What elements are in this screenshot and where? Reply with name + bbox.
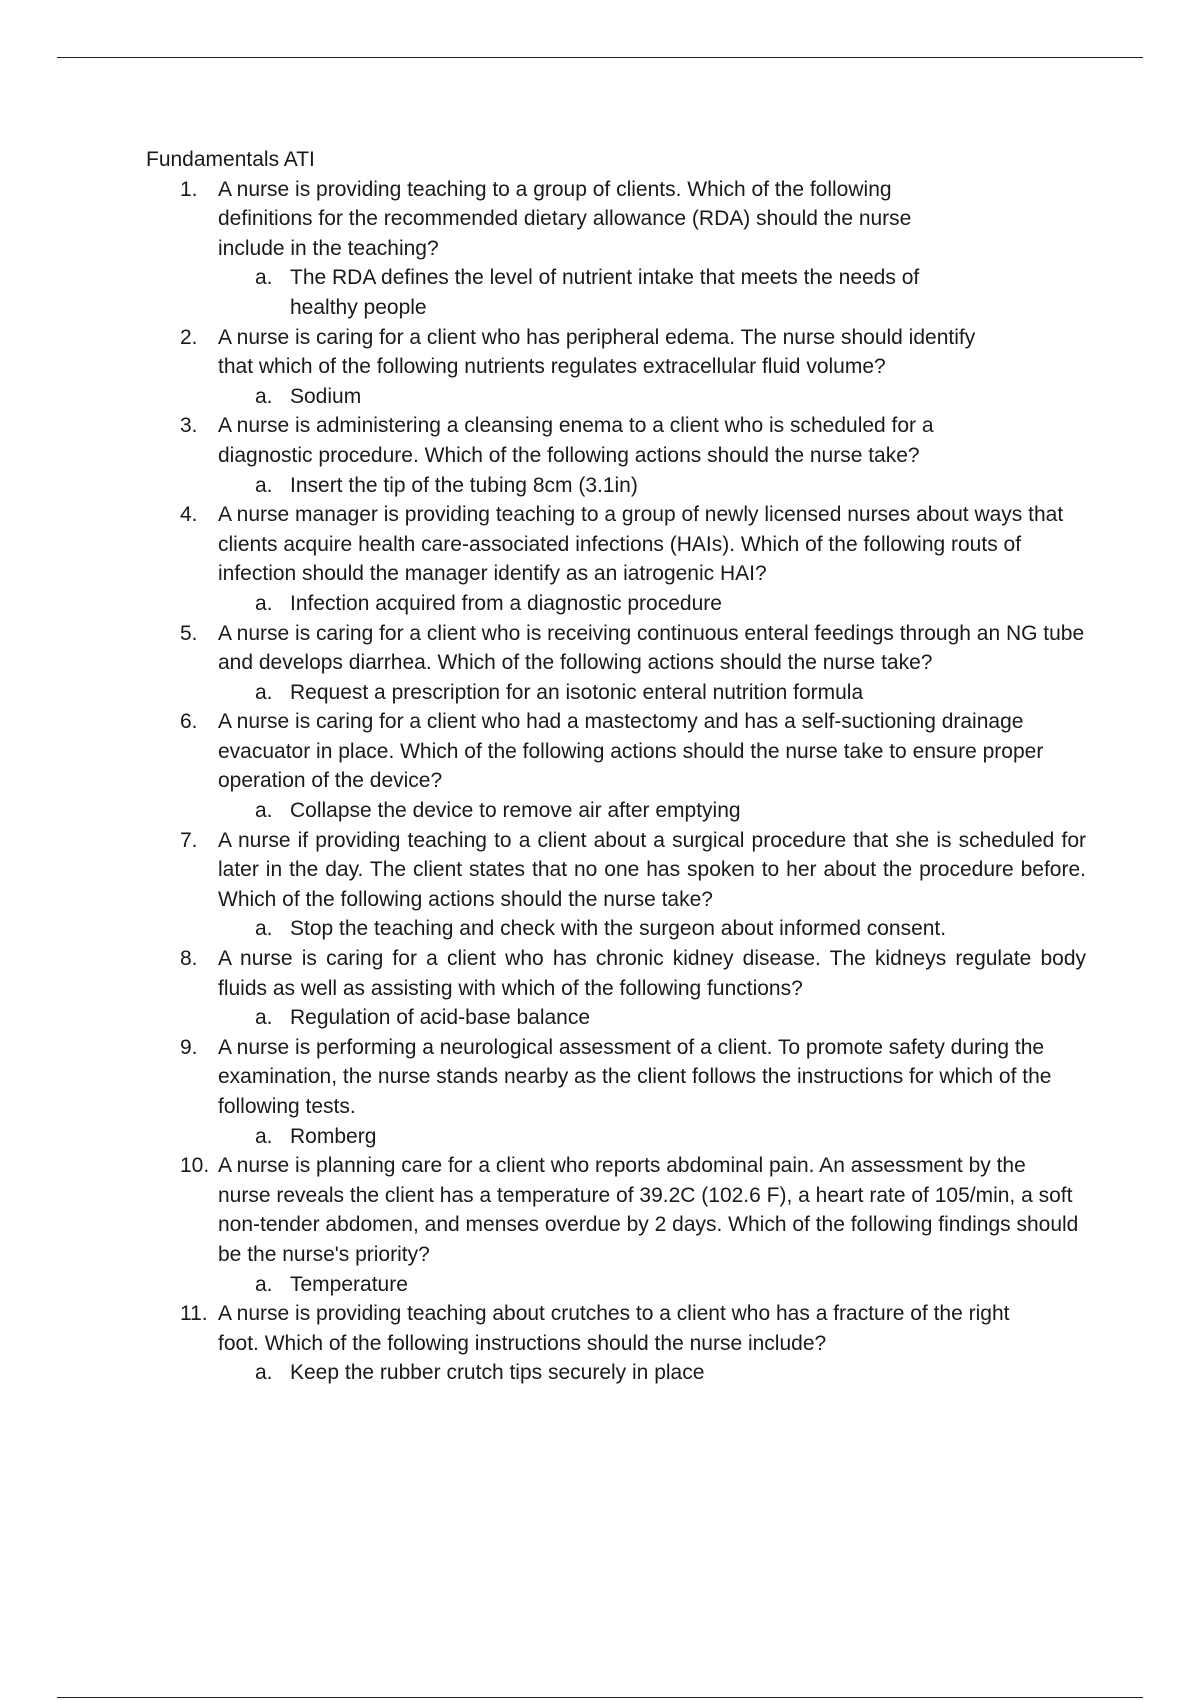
- answer-label: a.: [255, 1006, 273, 1030]
- answer-text: The RDA defines the level of nutrient intake that meets the needs of healthy people: [290, 266, 920, 319]
- question-number: 1.: [180, 177, 198, 201]
- question-text: A nurse is caring for a client who had a mastectomy and has a self-suctioning drainage evacuator in place. Which of the following actions should the nurse take to ensure proper operation of the device?: [218, 710, 1044, 793]
- answer-text: Insert the tip of the tubing 8cm (3.1in): [290, 473, 638, 497]
- answer-item: [218, 678, 1086, 708]
- question-item: [146, 175, 1086, 323]
- question-text: A nurse is providing teaching about crutches to a client who has a fracture of the right foot. Which of the following instructions should the nurse include?: [218, 1302, 1010, 1355]
- answer-label: a.: [255, 266, 273, 290]
- question-item: [146, 944, 1086, 1033]
- answer-item: [218, 589, 1086, 619]
- answer-label: a.: [255, 384, 273, 408]
- question-item: [146, 619, 1086, 708]
- question-number: 7.: [180, 828, 198, 852]
- question-number: 10.: [180, 1154, 210, 1178]
- question-item: [146, 707, 1086, 825]
- answer-item: [218, 1270, 1086, 1300]
- question-item: [146, 500, 1086, 618]
- answer-label: a.: [255, 1124, 273, 1148]
- footer-rule: [57, 1697, 1143, 1698]
- question-number: 5.: [180, 621, 198, 645]
- answer-label: a.: [255, 591, 273, 615]
- question-number: 11.: [180, 1302, 208, 1326]
- answer-item: [218, 263, 1086, 322]
- answer-label: a.: [255, 917, 273, 941]
- answer-text: Infection acquired from a diagnostic procedure: [290, 591, 722, 615]
- answer-item: [218, 1358, 1086, 1388]
- question-number: 6.: [180, 710, 198, 734]
- question-item: [146, 1033, 1086, 1151]
- answer-text: Stop the teaching and check with the surgeon about informed consent.: [290, 917, 947, 941]
- question-text: A nurse is administering a cleansing enema to a client who is scheduled for a diagnostic procedure. Which of the following actions should the nurse take?: [218, 414, 934, 467]
- answer-item: [218, 796, 1086, 826]
- question-text: A nurse is caring for a client who has chronic kidney disease. The kidneys regulate body fluids as well as assisting with which of the following functions?: [218, 947, 1086, 1000]
- question-item: [146, 323, 1086, 412]
- answer-item: [218, 382, 1086, 412]
- question-number: 8.: [180, 947, 198, 971]
- answer-text: Keep the rubber crutch tips securely in place: [290, 1361, 705, 1385]
- answer-label: a.: [255, 1272, 273, 1296]
- answer-label: a.: [255, 1361, 273, 1385]
- answer-text: Request a prescription for an isotonic enteral nutrition formula: [290, 680, 864, 704]
- document-body: [146, 145, 1086, 1388]
- question-list: [146, 175, 1086, 1388]
- question-item: [146, 1151, 1086, 1299]
- answer-label: a.: [255, 680, 273, 704]
- question-number: 3.: [180, 414, 198, 438]
- answer-text: Regulation of acid-base balance: [290, 1006, 591, 1030]
- answer-text: Sodium: [290, 384, 362, 408]
- question-number: 4.: [180, 503, 198, 527]
- answer-item: [218, 914, 1086, 944]
- answer-text: Collapse the device to remove air after emptying: [290, 799, 741, 823]
- question-text: A nurse is providing teaching to a group of clients. Which of the following definitions for the recommended dietary allowance (RDA) should the nurse include in the teaching?: [218, 177, 912, 260]
- answer-text: Temperature: [290, 1272, 408, 1296]
- question-item: [146, 411, 1086, 500]
- header-rule: [57, 57, 1143, 58]
- answer-label: a.: [255, 473, 273, 497]
- document-title: Fundamentals ATI: [146, 148, 315, 171]
- question-item: [146, 826, 1086, 944]
- question-text: A nurse if providing teaching to a client about a surgical procedure that she is scheduled for later in the day. The client states that no one has spoken to her about the procedure before. Which of the following actions should the nurse take?: [218, 828, 1086, 911]
- question-item: [146, 1299, 1086, 1388]
- answer-text: Romberg: [290, 1124, 377, 1148]
- question-text: A nurse is caring for a client who is receiving continuous enteral feedings through an NG tube and develops diarrhea. Which of the following actions should the nurse take?: [218, 621, 1085, 675]
- question-number: 9.: [180, 1035, 198, 1059]
- question-text: A nurse is caring for a client who has peripheral edema. The nurse should identify that which of the following nutrients regulates extracellular fluid volume?: [218, 325, 976, 379]
- question-text: A nurse is planning care for a client who reports abdominal pain. An assessment by the nurse reveals the client has a temperature of 39.2C (102.6 F), a heart rate of 105/min, a soft non-tender abdomen, and menses overdue by 2 days. Which of the following findings should be the nurse's priority?: [218, 1154, 1079, 1266]
- answer-label: a.: [255, 799, 273, 823]
- question-text: A nurse manager is providing teaching to a group of newly licensed nurses about ways that clients acquire health care-associated infections (HAIs). Which of the following routs of infection should the manager identify as an iatrogenic HAI?: [218, 503, 1064, 586]
- question-text: A nurse is performing a neurological assessment of a client. To promote safety during the examination, the nurse stands nearby as the client follows the instructions for which of the following tests.: [218, 1035, 1052, 1118]
- answer-item: [218, 1003, 1086, 1033]
- question-number: 2.: [180, 325, 198, 349]
- answer-item: [218, 1122, 1086, 1152]
- answer-item: [218, 471, 1086, 501]
